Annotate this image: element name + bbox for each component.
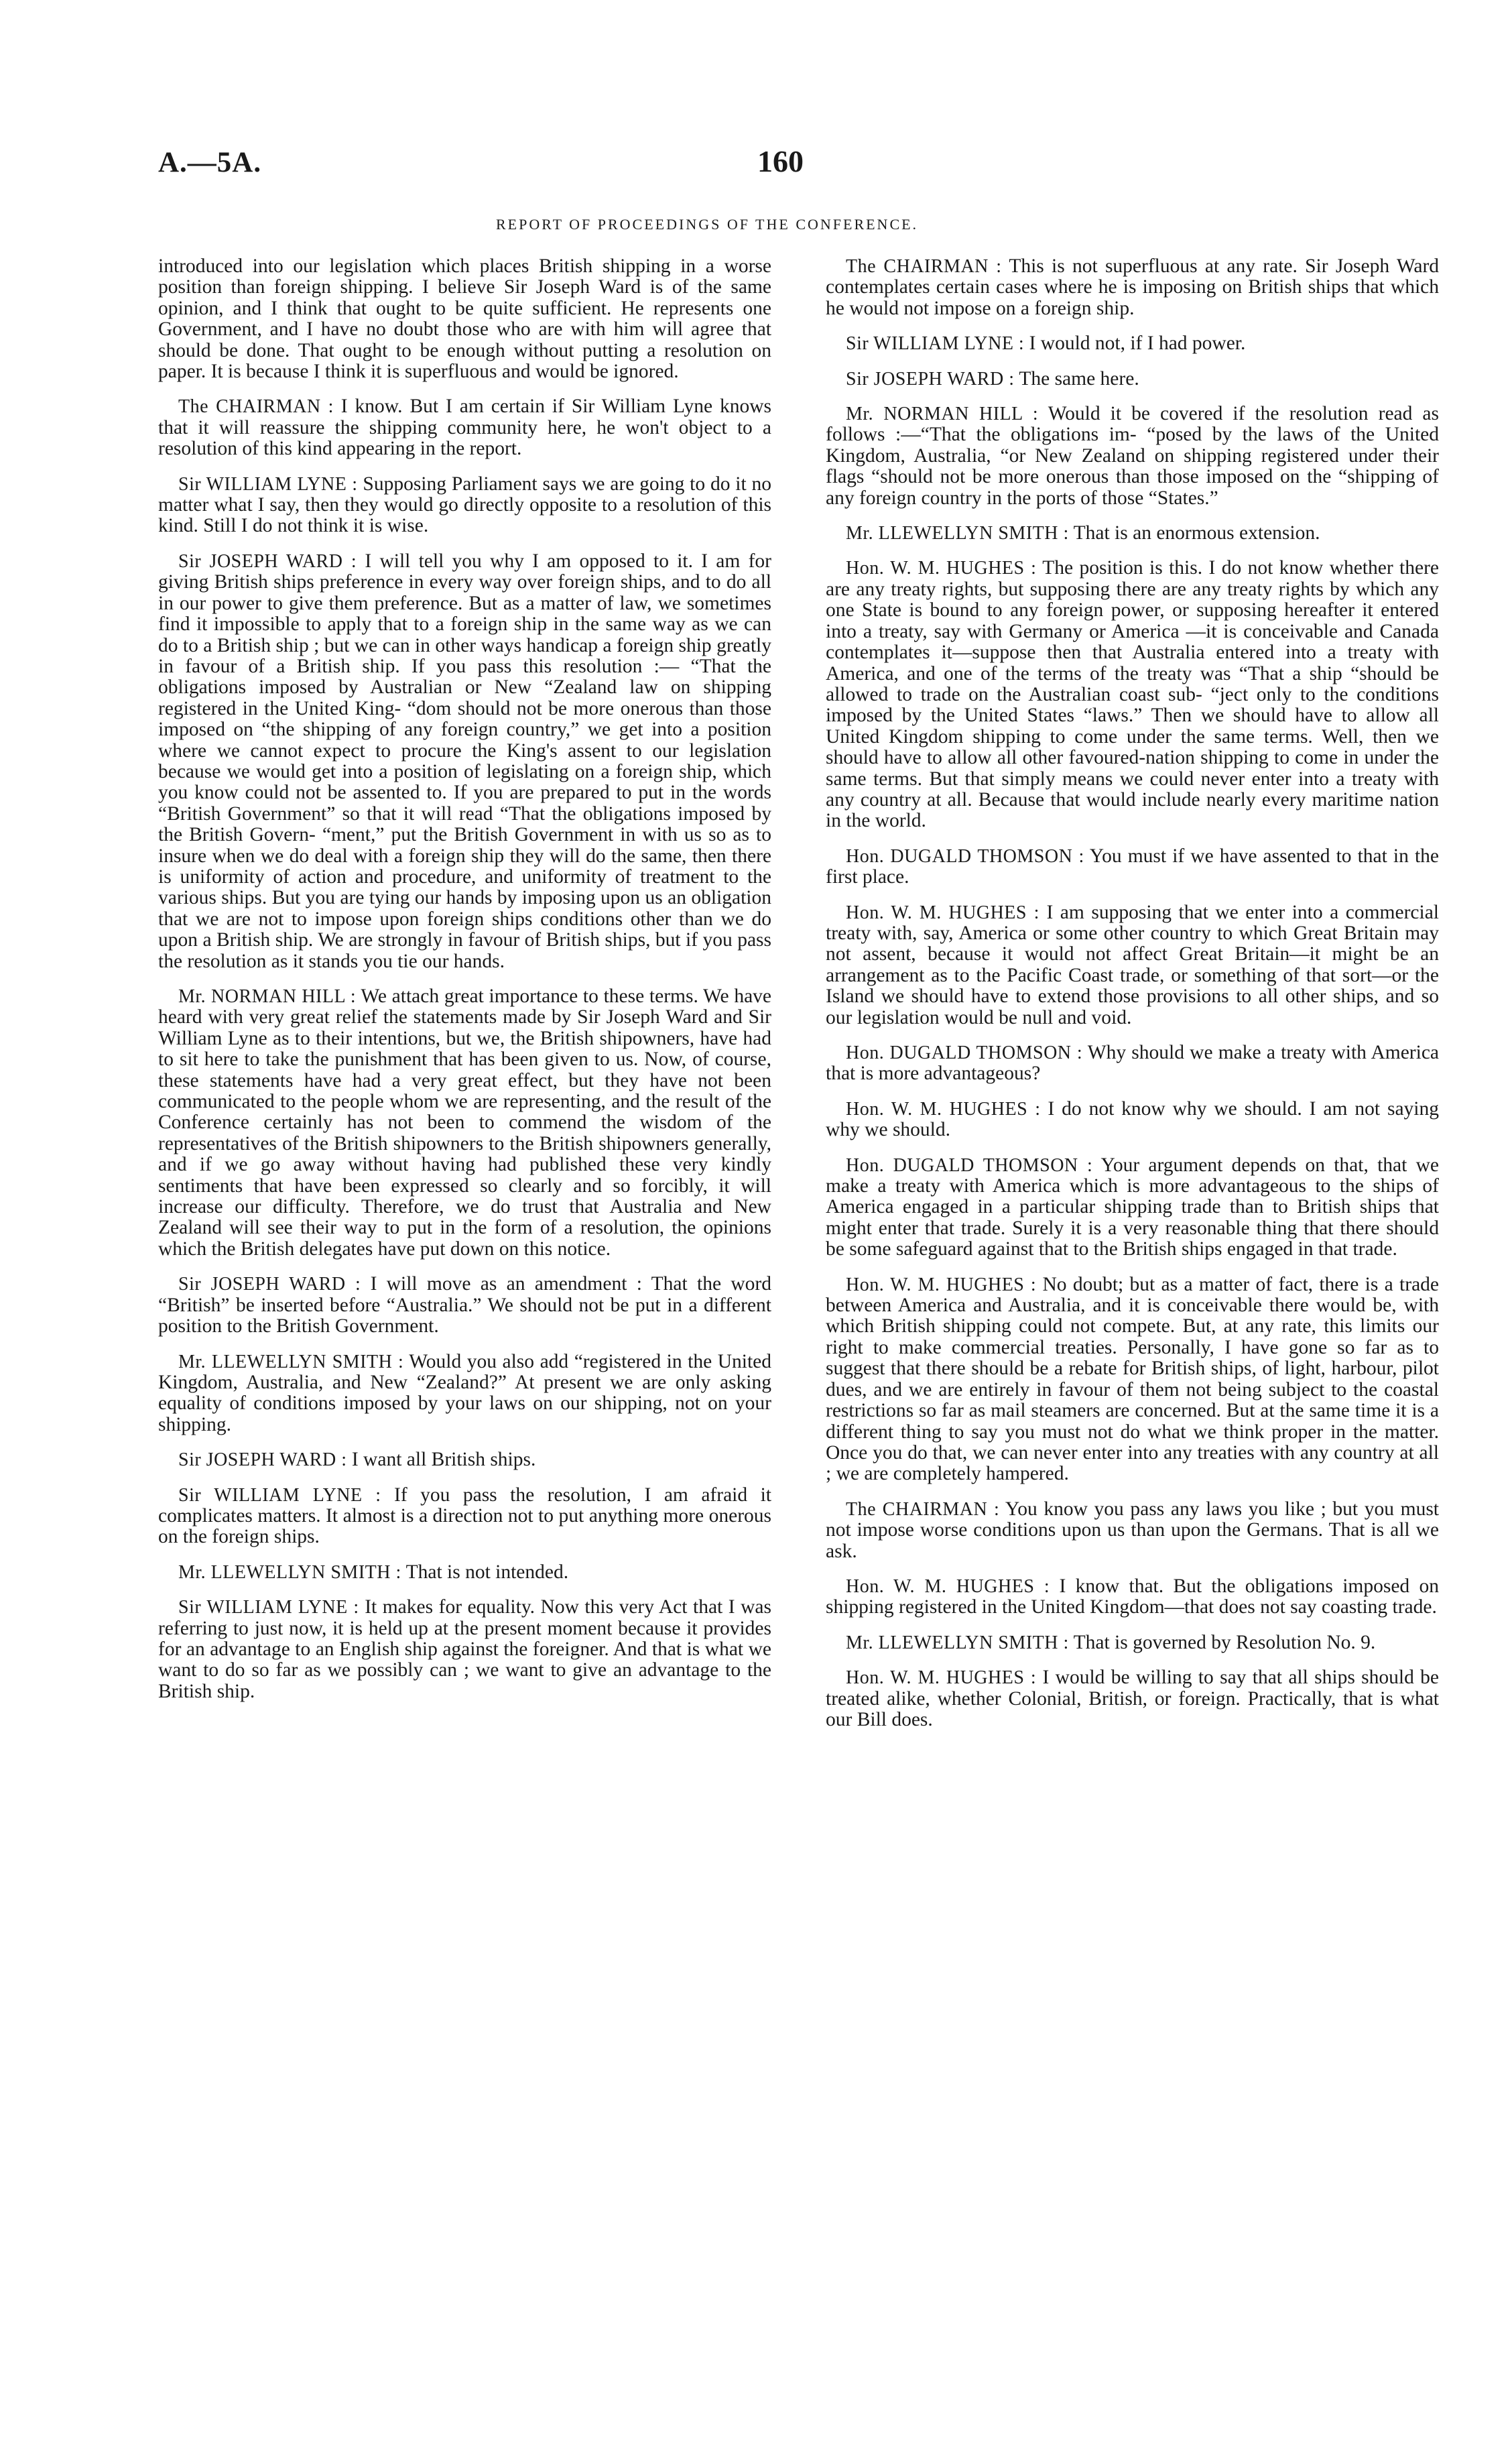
speech-text: That is governed by Resolution No. 9. xyxy=(1073,1631,1376,1653)
paragraph xyxy=(826,1632,1439,1653)
speaker-name: Sir WILLIAM LYNE : xyxy=(846,333,1025,355)
speaker-name: Mr. LLEWELLYN SMITH : xyxy=(846,1632,1069,1653)
paragraph xyxy=(158,1274,771,1337)
speaker-name: Hon. W. M. HUGHES : xyxy=(846,558,1037,579)
paragraph xyxy=(826,1274,1439,1485)
paragraph xyxy=(158,1449,771,1470)
speech-text: No doubt; but as a matter of fact, there is a trade between America and Australia, and it is conceivable there would be, with which British shipping could not compete. But, at any rate, this limits our right to make commercial treaties. Personally, I have gone so far as to suggest that there should be a rebate for British ships, of light, harbour, pilot dues, and we are entirely in favour of them not being subject to the coastal restrictions so far as mail steamers are concerned. But at the same time it is a different thing to say you must not do what we think proper in the matter. Once you do that, we can never enter into any treaties with any country at all ; we are completely hampered. xyxy=(826,1273,1440,1485)
speech-text: Would you also add “registered in the United Kingdom, Australia, and New “Zealand?” At present we are only asking equality of conditions imposed by your laws on our shipping, not on your shipping. xyxy=(158,1350,771,1435)
speech-text: I would not, if I had power. xyxy=(1029,333,1246,355)
speech-text: You must if we have assented to that in the first place. xyxy=(826,845,1440,888)
speaker-name: The CHAIRMAN : xyxy=(846,256,1002,277)
paragraph xyxy=(826,902,1439,1028)
left-column xyxy=(158,256,771,1716)
paragraph xyxy=(826,333,1439,354)
speech-text: This is not superfluous at any rate. Sir Joseph Ward contemplates certain cases where he is imposing on British ships that which he would not impose on a foreign ship. xyxy=(826,255,1440,319)
paragraph xyxy=(158,1562,771,1583)
speech-text: Why should we make a treaty with America that is more advantageous? xyxy=(826,1042,1440,1085)
speaker-name: Sir JOSEPH WARD : xyxy=(178,1274,361,1295)
speech-text: I know that. But the obligations imposed on shipping registered in the United Kingdom—that does not say coasting trade. xyxy=(826,1575,1439,1618)
speech-text: That is not intended. xyxy=(405,1561,569,1583)
speaker-name: Sir JOSEPH WARD : xyxy=(178,550,357,572)
speaker-name: Mr. NORMAN HILL : xyxy=(178,986,357,1007)
speech-text: The same here. xyxy=(1019,367,1139,390)
speaker-name: Hon. W. M. HUGHES : xyxy=(846,1274,1037,1295)
speaker-name: Mr. LLEWELLYN SMITH : xyxy=(178,1351,404,1372)
paragraph xyxy=(158,396,771,459)
speech-text: I am supposing that we enter into a commercial treaty with, say, America or some other country to which Great Britain may not assent, because it would not affect Great Britain—it might be an arrangement as to the Pacific Coast trade, or something of that sort—or the Island we should have to extend those provisions to all other ships, and so our legislation would be null and void. xyxy=(826,901,1440,1028)
speech-text: The position is this. I do not know whether there are any treaty rights, but supposing there are any treaty rights by which any one State is bound to any foreign power, or supposing hereafter it entered into a treaty, say with Germany or America —it is conceivable and Canada contemplates it—suppose then that Australia entered into a treaty with America, and one of the terms of the treaty was “That a ship “should be allowed to trade on the Australian coast sub- “ject only to the conditions imposed by the United States “laws.” Then we should have to allow all United Kingdom shipping to come under the same terms. Well, then we should have to allow all other favoured-nation shipping to come in under the same terms. But that simply means we could never enter into a treaty with any country at all. Because that would include nearly every maritime nation in the world. xyxy=(826,557,1440,832)
paragraph xyxy=(826,256,1439,319)
speaker-name: Hon. DUGALD THOMSON : xyxy=(846,1154,1093,1176)
speaker-name: Hon. W. M. HUGHES : xyxy=(846,1098,1041,1120)
paragraph xyxy=(826,1499,1439,1562)
paragraph xyxy=(826,1155,1439,1260)
paragraph xyxy=(826,1099,1439,1141)
speech-text: I would be willing to say that all ships should be treated alike, whether Colonial, British, or foreign. Practically, that is what our Bill does. xyxy=(826,1667,1439,1730)
speech-text: Would it be covered if the resolution read as follows :—“That the obligations im- “posed by the laws of the United Kingdom, Australia, “or New Zealand on shipping registered under their flags “should not be more onerous than those imposed on the “shipping of any foreign country in the ports of those “States.” xyxy=(826,403,1440,509)
paragraph xyxy=(826,1576,1439,1618)
speaker-name: Mr. LLEWELLYN SMITH : xyxy=(178,1561,401,1583)
speaker-name: Mr. LLEWELLYN SMITH : xyxy=(846,523,1069,544)
speech-text: You know you pass any laws you like ; but you must not impose worse conditions upon us than upon the Germans. That is all we ask. xyxy=(826,1498,1439,1562)
speech-text: Supposing Parliament says we are going to do it no matter what I say, then they would go directly opposite to a resolution of this kind. Still I do not think it is wise. xyxy=(158,473,772,537)
speaker-name: Sir WILLIAM LYNE : xyxy=(178,1484,381,1506)
speaker-name: Hon. W. M. HUGHES : xyxy=(846,1667,1037,1689)
speaker-name: Sir WILLIAM LYNE : xyxy=(178,473,358,495)
paragraph xyxy=(826,523,1439,544)
paragraph xyxy=(158,1597,771,1702)
paragraph xyxy=(158,1485,771,1548)
paragraph xyxy=(826,369,1439,390)
speech-text: I will tell you why I am opposed to it. I am for giving British ships preference in every way over foreign ships, and to do all in our power to give them preference. But as a matter of law, we sometimes find it impossible to apply that to a foreign ship in the same way as we can do to a British ship ; but we can in other ways handicap a foreign ship greatly in favour of a British ship. If you pass this resolution :— “That the obligations imposed by Australian or New “Zealand law on shipping registered in the United King- “dom should not be more onerous than those imposed on “the shipping of any foreign country,” we get into a position where we cannot expect to procure the King's assent to our legislation because we would get into a position of legislating on a foreign ship, which you know could not be assented to. If you are prepared to put in the words “British Government” so that it will read “That the obligations imposed by the British Govern- “ment,” put the British Government in with us so as to insure when we do deal with a foreign ship they will do the same, then there is uniformity of action and procedure, and uniformity of treatment to the various ships. But you are tying our hands by imposing upon us an obligation that we are not to impose upon foreign ships conditions other than we do upon a British ship. We are strongly in favour of British ships, but if you pass the resolution as it stands you tie our hands. xyxy=(158,550,771,972)
paper-reference: A.—5A. xyxy=(158,147,262,178)
speech-text: We attach great importance to these terms. We have heard with very great relief the statements made by Sir Joseph Ward and Sir William Lyne as to their intentions, but we, the British shipowners, have had to sit here to take the punishment that has been given to us. Now, of course, these statements have had a very great effect, but they have not been communicated to the people whom we are representing, and the result of the Conference certainly has not been to commend the wisdom of the representatives of the British shipowners to the British shipowners generally, and if we go away without having had published these very kindly sentiments that have been expressed so clearly and so forcibly, it will increase our difficulty. Therefore, we do trust that Australia and New Zealand will see their way to put in the form of a resolution, the opinions which the British delegates have put down on this notice. xyxy=(158,986,772,1260)
speech-text: I do not know why we should. I am not saying why we should. xyxy=(826,1097,1439,1141)
speech-text: That is an enormous extension. xyxy=(1073,522,1320,544)
paragraph xyxy=(158,1352,771,1436)
speech-text: introduced into our legislation which places British shipping in a worse position than foreign shipping. I believe Sir Joseph Ward is of the same opinion, and I think that ought to be quite sufficient. He represents one Government, and I have no doubt those who are with him will agree that should be done. That ought to be enough without putting a resolution on paper. It is because I think it is superfluous and would be ignored. xyxy=(158,255,771,383)
speaker-name: Sir JOSEPH WARD : xyxy=(178,1449,347,1471)
speaker-name: Sir JOSEPH WARD : xyxy=(846,368,1015,390)
paragraph xyxy=(158,986,771,1260)
speaker-name: Hon. W. M. HUGHES : xyxy=(846,902,1040,923)
speaker-name: Hon. W. M. HUGHES : xyxy=(846,1575,1050,1597)
speaker-name: The CHAIRMAN : xyxy=(178,396,334,418)
speaker-name: Sir WILLIAM LYNE : xyxy=(178,1597,359,1618)
speaker-name: The CHAIRMAN : xyxy=(846,1498,1000,1520)
speech-text: If you pass the resolution, I am afraid it complicates matters. It almost is a direction not to put anything more onerous on the foreign ships. xyxy=(158,1484,771,1548)
speech-text: I will move as an amendment : That the word “British” be inserted before “Australia.” We should not be put in a different position to the British Government. xyxy=(158,1273,771,1337)
speaker-name: Mr. NORMAN HILL : xyxy=(846,404,1039,425)
right-column xyxy=(826,256,1439,1744)
speech-text: Your argument depends on that, that we make a treaty with America which is more advantageous to the ships of America engaged in a particular shipping trade than to British ships that might enter that trade. Surely it is a very reasonable thing that there should be some safeguard against that to the British ships engaged in that trade. xyxy=(826,1154,1439,1260)
paragraph xyxy=(158,551,771,972)
paragraph xyxy=(826,846,1439,888)
paragraph xyxy=(826,404,1439,509)
page-number: 160 xyxy=(757,144,804,178)
paragraph xyxy=(826,1667,1439,1730)
speaker-name: Hon. DUGALD THOMSON : xyxy=(846,845,1084,867)
speech-text: It makes for equality. Now this very Act that I was referring to just now, it is held up at the present moment because it provides for an advantage to an English ship against the foreigner. And that is what we want to do so far as we possibly can ; we want to give an advantage to the British ship. xyxy=(158,1596,771,1702)
paragraph xyxy=(826,1042,1439,1085)
speech-text: I know. But I am certain if Sir William Lyne knows that it will reassure the shipping community here, he won't object to a resolution of this kind appearing in the report. xyxy=(158,396,771,460)
paragraph xyxy=(158,474,771,537)
paragraph xyxy=(158,256,771,382)
running-title: REPORT OF PROCEEDINGS OF THE CONFERENCE. xyxy=(496,216,919,233)
speaker-name: Hon. DUGALD THOMSON : xyxy=(846,1042,1083,1063)
speech-text: I want all British ships. xyxy=(351,1449,536,1471)
paragraph xyxy=(826,558,1439,831)
